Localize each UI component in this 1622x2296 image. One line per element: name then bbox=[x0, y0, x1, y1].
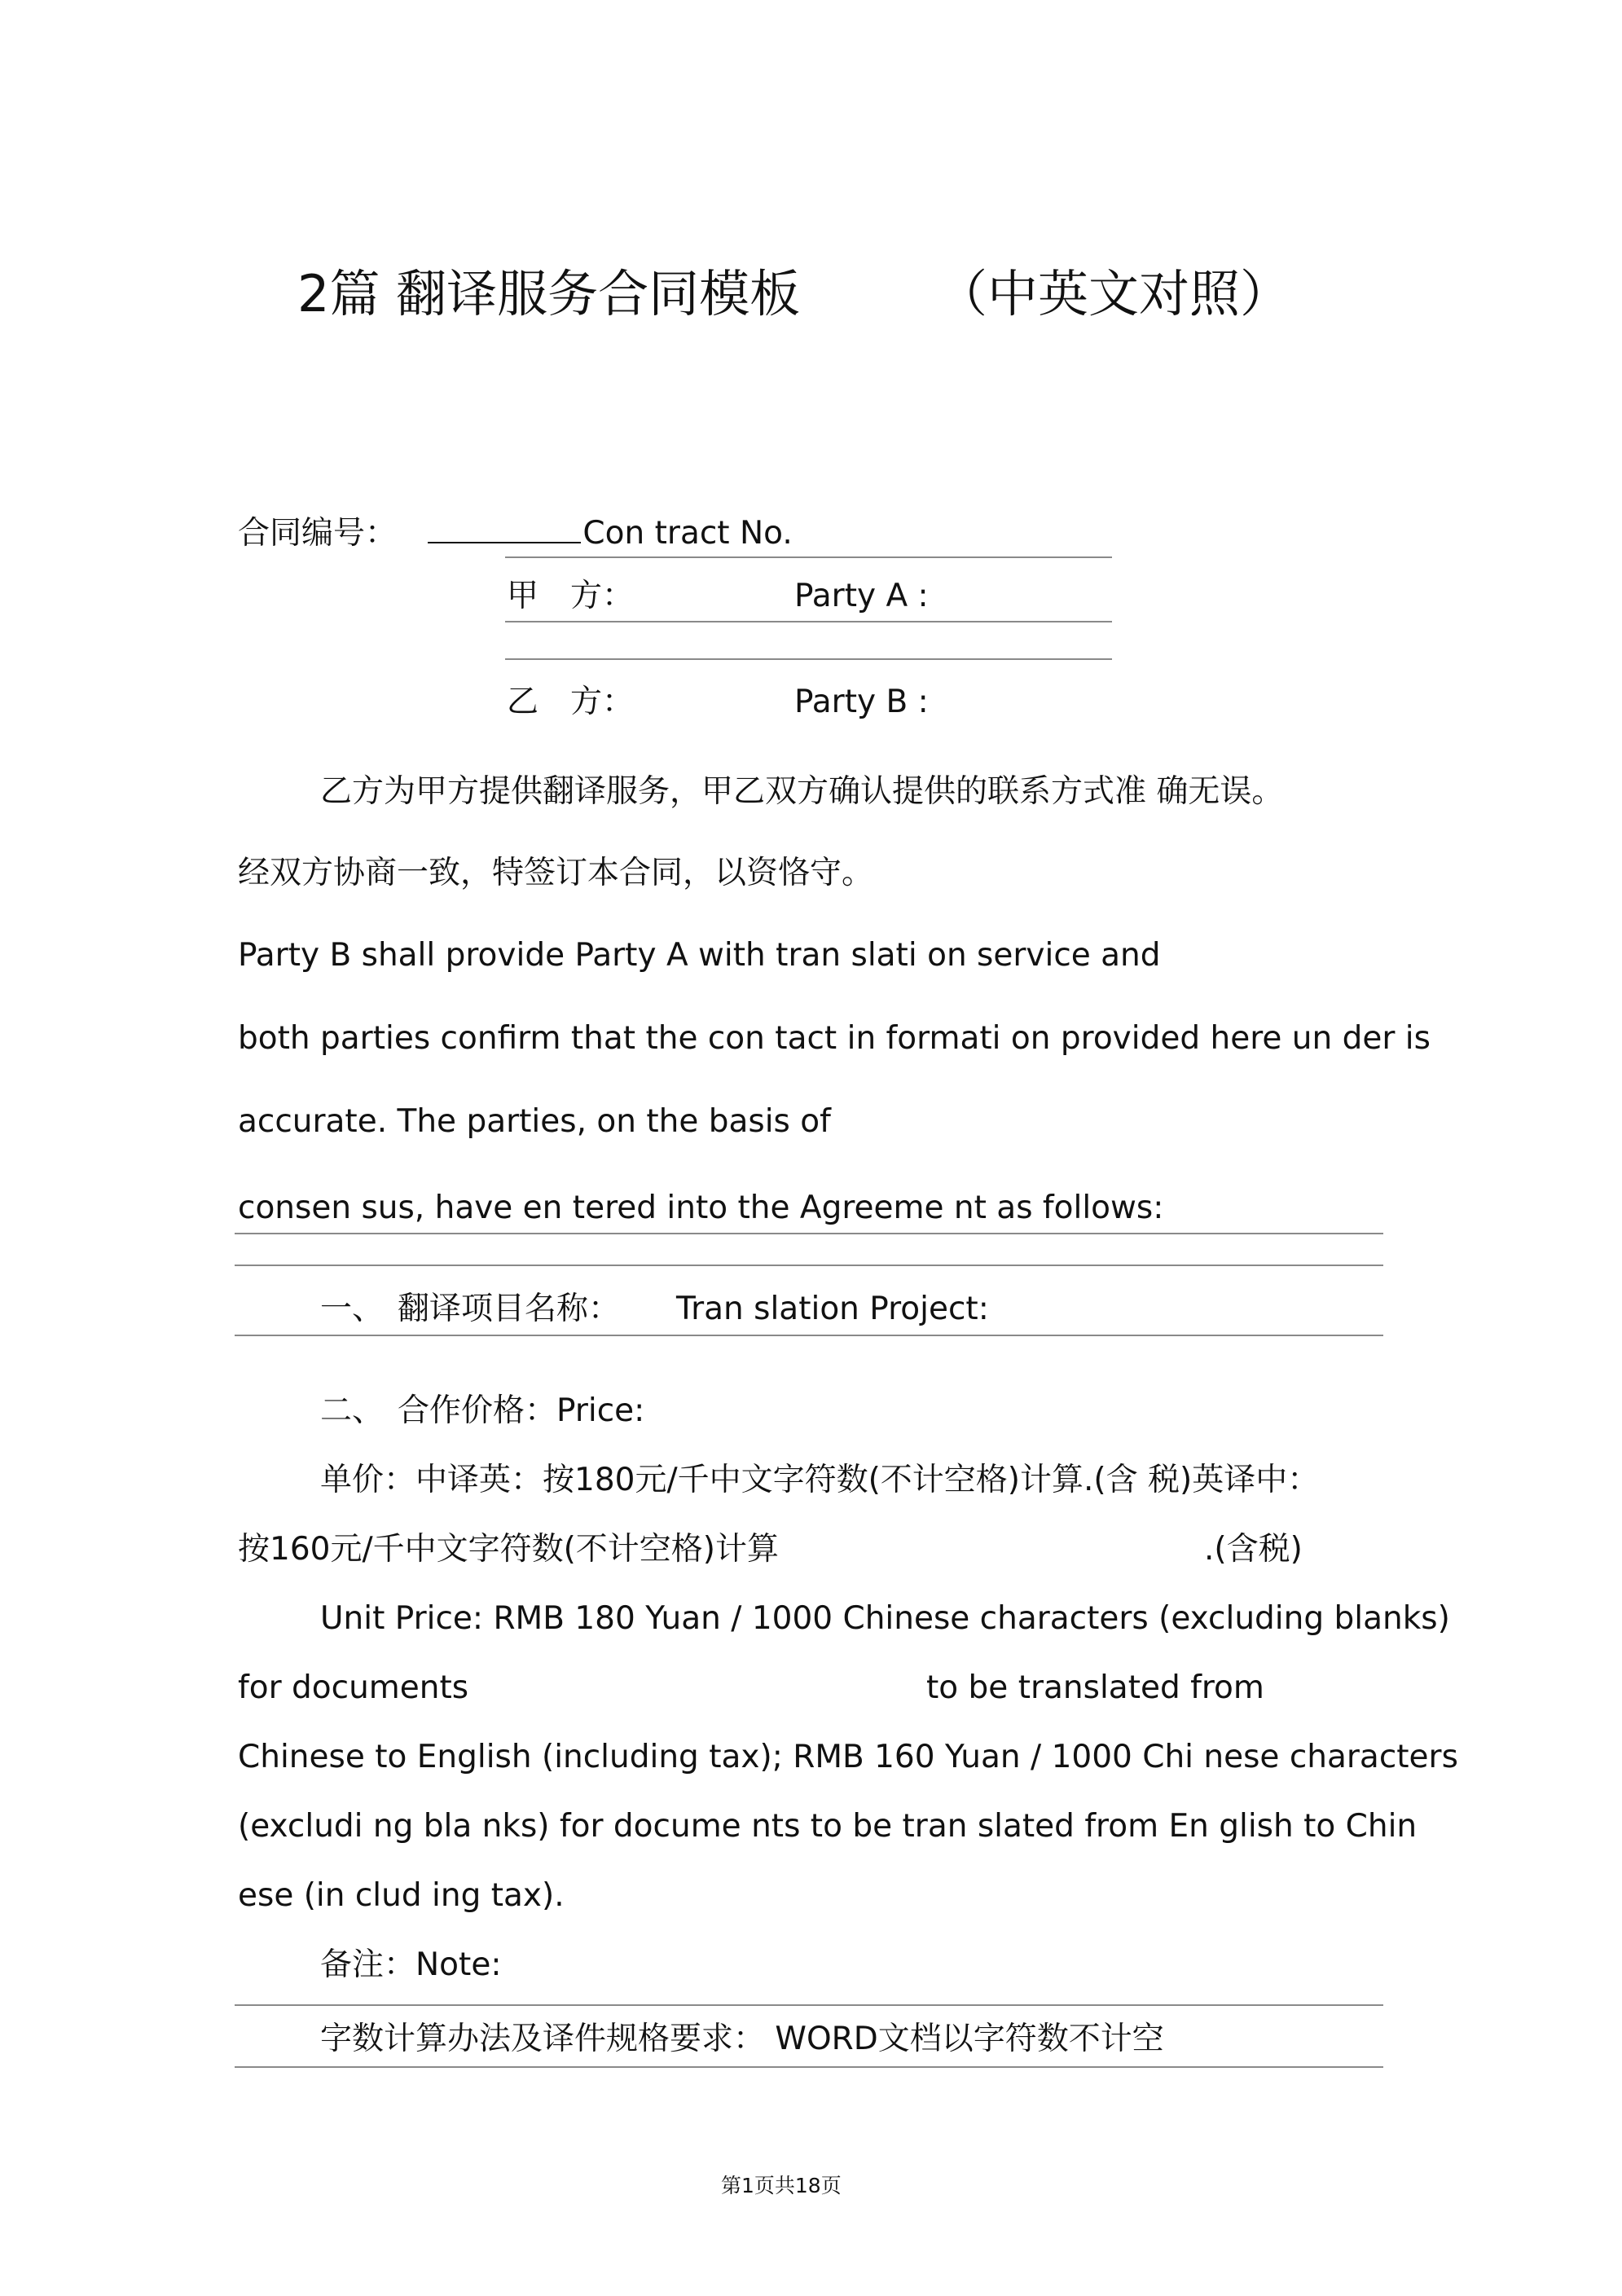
intro-cn-line-1: 乙方为甲方提供翻译服务，甲乙双方确认提供的联系方式准 确无误。 bbox=[320, 773, 1284, 810]
intro-cn-line-2: 经双方协商一致，特签订本合同，以资恪守。 bbox=[238, 855, 874, 891]
unit-price-en-line-5: ese (in clud ing tax). bbox=[238, 1877, 565, 1914]
section-1-number: 一、 bbox=[320, 1291, 385, 1327]
intro-en-line-3: accurate. The parties, on the basis of bbox=[238, 1103, 831, 1140]
contract-no-blank[interactable] bbox=[428, 516, 581, 543]
divider bbox=[235, 1265, 1383, 1266]
divider bbox=[505, 556, 1112, 558]
unit-price-en-line-1: Unit Price: RMB 180 Yuan / 1000 Chinese characters (excluding blanks) bbox=[320, 1600, 1450, 1637]
divider bbox=[235, 1233, 1383, 1234]
document-subtitle: （中英文对照） bbox=[937, 264, 1291, 323]
divider bbox=[235, 2066, 1383, 2068]
unit-price-en-line-2a: for documents bbox=[238, 1669, 469, 1706]
page-number: 第1页共18页 bbox=[721, 2174, 842, 2197]
unit-price-en-line-4: (excludi ng bla nks) for docume nts to be tran slated from En glish to Chin bbox=[238, 1808, 1418, 1845]
unit-price-cn-line-2a: 按160元/千中文字符数(不计空格)计算 bbox=[238, 1531, 780, 1568]
section-2-number: 二、 bbox=[320, 1392, 385, 1429]
contract-no-row bbox=[238, 515, 793, 552]
unit-price-cn-line-2b: .(含税) bbox=[1204, 1531, 1303, 1568]
note-label: 备注：Note: bbox=[320, 1946, 502, 1983]
document-title: 2篇 翻译服务合同模板 bbox=[297, 264, 801, 323]
party-b-label-en: Party B : bbox=[794, 684, 929, 720]
intro-en-line-4: consen sus, have en tered into the Agreeme nt as follows: bbox=[238, 1190, 1164, 1226]
divider bbox=[235, 2004, 1383, 2006]
party-a-label-en: Party A : bbox=[794, 578, 929, 614]
unit-price-en-line-2b: to be translated from bbox=[926, 1669, 1264, 1706]
party-a-label-cn: 甲 方： bbox=[507, 578, 635, 614]
section-1-label-en: Tran slation Project: bbox=[676, 1291, 989, 1327]
divider bbox=[235, 1335, 1383, 1336]
unit-price-cn-line-1: 单价：中译英：按180元/千中文字符数(不计空格)计算.(含 税)英译中： bbox=[320, 1462, 1320, 1498]
contract-no-label-en: Con tract No. bbox=[582, 515, 793, 552]
party-b-label-cn: 乙 方： bbox=[507, 684, 635, 720]
section-1-label-cn: 翻译项目名称： bbox=[398, 1291, 621, 1327]
intro-en-line-1: Party B shall provide Party A with tran slati on service and bbox=[238, 937, 1161, 974]
contract-no-label: 合同编号： bbox=[238, 515, 398, 552]
section-2-label: 合作价格：Price: bbox=[398, 1392, 645, 1429]
party-a-line bbox=[505, 621, 1112, 622]
divider bbox=[505, 658, 1112, 660]
intro-en-line-2: both parties confirm that the con tact in formati on provided here un der is bbox=[238, 1020, 1431, 1057]
count-method-line: 字数计算办法及译件规格要求： WORD文档以字符数不计空 bbox=[320, 2021, 1164, 2057]
unit-price-en-line-3: Chinese to English (including tax); RMB 160 Yuan / 1000 Chi nese characters bbox=[238, 1739, 1458, 1775]
